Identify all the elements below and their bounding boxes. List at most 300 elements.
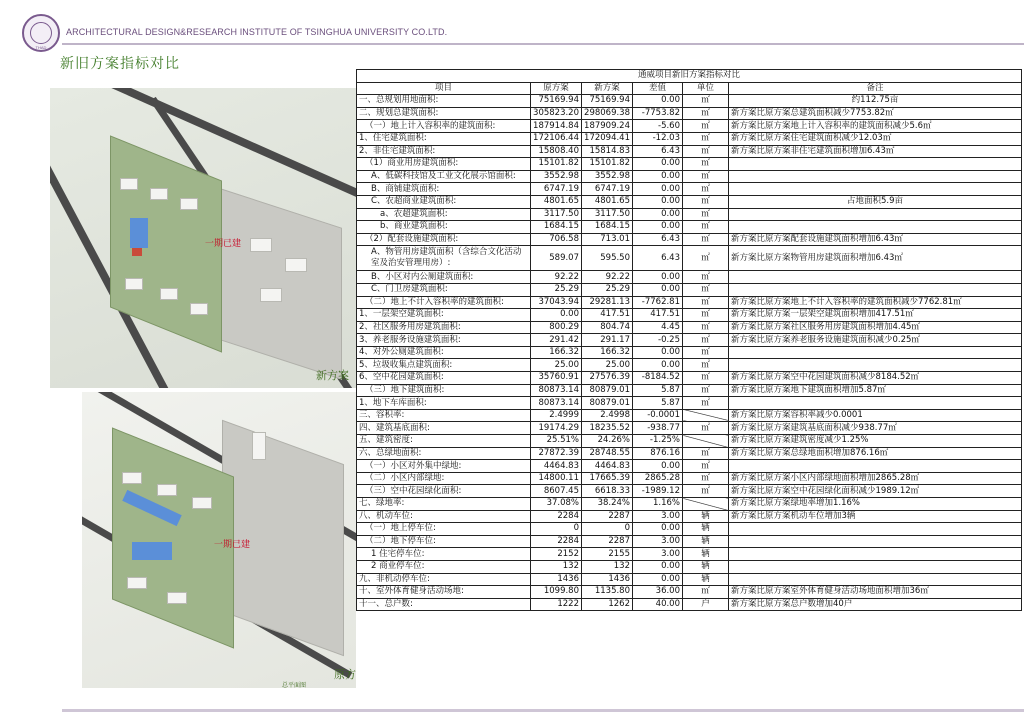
new-plan-label: 新方案 <box>316 369 349 382</box>
item-cell: 4、对外公厕建筑面积: <box>357 346 531 359</box>
new-plan-phase-label: 一期已建 <box>205 239 242 249</box>
original-value-cell: 2152 <box>531 548 582 561</box>
unit-cell <box>683 409 729 422</box>
difference-cell: 0.00 <box>633 523 683 536</box>
table-row <box>357 107 1022 120</box>
new-value-cell: 2.4998 <box>582 409 633 422</box>
page-title: 新旧方案指标对比 <box>60 56 180 72</box>
new-value-cell: 15814.83 <box>582 145 633 158</box>
difference-cell: -7762.81 <box>633 296 683 309</box>
difference-cell: -1.25% <box>633 435 683 448</box>
unit-cell: ㎡ <box>683 145 729 158</box>
item-cell: C、门卫房建筑面积: <box>357 283 531 296</box>
unit-cell: ㎡ <box>683 246 729 271</box>
difference-cell: 0.00 <box>633 346 683 359</box>
difference-cell: 0.00 <box>633 560 683 573</box>
unit-cell: ㎡ <box>683 183 729 196</box>
table-row <box>357 170 1022 183</box>
note-cell: 新方案比原方案总户数增加40户 <box>729 598 1022 611</box>
note-cell: 新方案比原方案地上不计入容积率的建筑面积减少7762.81㎡ <box>729 296 1022 309</box>
table-row <box>357 158 1022 171</box>
difference-cell: 6.43 <box>633 246 683 271</box>
unit-cell: 辆 <box>683 548 729 561</box>
difference-cell: 5.87 <box>633 397 683 410</box>
original-value-cell: 25.29 <box>531 283 582 296</box>
item-cell: 5、垃圾收集点建筑面积: <box>357 359 531 372</box>
new-value-cell: 80879.01 <box>582 397 633 410</box>
item-cell: 1、一层架空建筑面积: <box>357 309 531 322</box>
table-row <box>357 586 1022 599</box>
item-cell: 2、社区服务用房建筑面积: <box>357 321 531 334</box>
table-row <box>357 422 1022 435</box>
item-cell: 一、总规划用地面积: <box>357 95 531 108</box>
difference-cell: -1989.12 <box>633 485 683 498</box>
note-cell: 新方案比原方案非住宅建筑面积增加6.43㎡ <box>729 145 1022 158</box>
unit-cell: ㎡ <box>683 472 729 485</box>
note-cell <box>729 535 1022 548</box>
unit-cell: ㎡ <box>683 397 729 410</box>
table-row <box>357 460 1022 473</box>
note-cell: 新方案比原方案室外体育健身活动场地面积增加36㎡ <box>729 586 1022 599</box>
column-header: 单位 <box>683 82 729 95</box>
original-value-cell: 132 <box>531 560 582 573</box>
original-value-cell: 3552.98 <box>531 170 582 183</box>
difference-cell: 417.51 <box>633 309 683 322</box>
note-cell: 新方案比原方案养老服务设施建筑面积减少0.25㎡ <box>729 334 1022 347</box>
original-value-cell: 92.22 <box>531 271 582 284</box>
unit-cell: ㎡ <box>683 460 729 473</box>
difference-cell: 0.00 <box>633 359 683 372</box>
item-cell: （三）地下建筑面积: <box>357 384 531 397</box>
new-value-cell: 291.17 <box>582 334 633 347</box>
difference-cell: -938.77 <box>633 422 683 435</box>
original-value-cell: 291.42 <box>531 334 582 347</box>
difference-cell: 5.87 <box>633 384 683 397</box>
old-plan-phase-label: 一期已建 <box>214 540 251 550</box>
item-cell: 六、总绿地面积: <box>357 447 531 460</box>
original-value-cell: 37043.94 <box>531 296 582 309</box>
original-value-cell: 15101.82 <box>531 158 582 171</box>
item-cell: 十一、总户数: <box>357 598 531 611</box>
unit-cell: ㎡ <box>683 195 729 208</box>
note-cell: 新方案比原方案空中花园建筑面积减少8184.52㎡ <box>729 372 1022 385</box>
difference-cell: 0.00 <box>633 158 683 171</box>
original-value-cell: 589.07 <box>531 246 582 271</box>
table-row <box>357 283 1022 296</box>
item-cell: 四、建筑基底面积: <box>357 422 531 435</box>
table-row <box>357 498 1022 511</box>
item-cell: 6、空中花园建筑面积: <box>357 372 531 385</box>
table-header-row <box>357 82 1022 95</box>
table-row <box>357 598 1022 611</box>
original-value-cell: 0 <box>531 523 582 536</box>
item-cell: 3、养老服务设施建筑面积: <box>357 334 531 347</box>
unit-cell: ㎡ <box>683 158 729 171</box>
original-value-cell: 80873.14 <box>531 384 582 397</box>
difference-cell: 3.00 <box>633 510 683 523</box>
old-plan-label: 原方 <box>334 668 356 681</box>
table-row <box>357 447 1022 460</box>
new-value-cell: 28748.55 <box>582 447 633 460</box>
item-cell: 1 住宅停车位: <box>357 548 531 561</box>
difference-cell: 0.00 <box>633 195 683 208</box>
note-cell: 新方案比原方案一层架空建筑面积增加417.51㎡ <box>729 309 1022 322</box>
original-value-cell: 172106.44 <box>531 132 582 145</box>
table-row <box>357 132 1022 145</box>
difference-cell: 0.00 <box>633 183 683 196</box>
unit-cell: ㎡ <box>683 422 729 435</box>
new-value-cell: 132 <box>582 560 633 573</box>
item-cell: 八、机动车位: <box>357 510 531 523</box>
new-value-cell: 713.01 <box>582 233 633 246</box>
item-cell: 九、非机动停车位: <box>357 573 531 586</box>
new-value-cell: 80879.01 <box>582 384 633 397</box>
item-cell: 七、绿地率: <box>357 498 531 511</box>
note-cell: 约112.75亩 <box>729 95 1022 108</box>
new-value-cell: 4801.65 <box>582 195 633 208</box>
original-value-cell: 4801.65 <box>531 195 582 208</box>
item-cell: 2 商业停车位: <box>357 560 531 573</box>
new-value-cell: 4464.83 <box>582 460 633 473</box>
difference-cell: -12.03 <box>633 132 683 145</box>
note-cell <box>729 548 1022 561</box>
new-value-cell: 6747.19 <box>582 183 633 196</box>
item-cell: 1、地下车库面积: <box>357 397 531 410</box>
original-value-cell: 14800.11 <box>531 472 582 485</box>
difference-cell: 3.00 <box>633 548 683 561</box>
logo-text: THAD <box>35 45 47 50</box>
original-value-cell: 800.29 <box>531 321 582 334</box>
new-value-cell: 75169.94 <box>582 95 633 108</box>
note-cell: 新方案比原方案容积率减少0.0001 <box>729 409 1022 422</box>
difference-cell: -0.0001 <box>633 409 683 422</box>
original-value-cell: 37.08% <box>531 498 582 511</box>
note-cell <box>729 183 1022 196</box>
table-row <box>357 208 1022 221</box>
new-value-cell: 2155 <box>582 548 633 561</box>
note-cell: 占地面积5.9亩 <box>729 195 1022 208</box>
note-cell <box>729 359 1022 372</box>
difference-cell: 0.00 <box>633 95 683 108</box>
original-value-cell: 19174.29 <box>531 422 582 435</box>
table-row <box>357 246 1022 271</box>
table-row <box>357 510 1022 523</box>
table-row <box>357 372 1022 385</box>
item-cell: C、农超商业建筑面积: <box>357 195 531 208</box>
original-value-cell: 305823.20 <box>531 107 582 120</box>
note-cell: 新方案比原方案建筑密度减少1.25% <box>729 435 1022 448</box>
new-value-cell: 1436 <box>582 573 633 586</box>
difference-cell: 6.43 <box>633 145 683 158</box>
table-row <box>357 271 1022 284</box>
unit-cell: ㎡ <box>683 372 729 385</box>
note-cell: 新方案比原方案机动车位增加3辆 <box>729 510 1022 523</box>
table-caption: 通威项目新旧方案指标对比 <box>357 70 1022 83</box>
new-value-cell: 29281.13 <box>582 296 633 309</box>
original-value-cell: 706.58 <box>531 233 582 246</box>
original-value-cell: 187914.84 <box>531 120 582 133</box>
item-cell: 二、规划总建筑面积: <box>357 107 531 120</box>
new-value-cell: 1684.15 <box>582 221 633 234</box>
item-cell: 2、非住宅建筑面积: <box>357 145 531 158</box>
note-cell: 新方案比原方案总绿地面积增加876.16㎡ <box>729 447 1022 460</box>
new-value-cell: 166.32 <box>582 346 633 359</box>
difference-cell: -8184.52 <box>633 372 683 385</box>
item-cell: A、低碳科技馆及工业文化展示馆面积: <box>357 170 531 183</box>
item-cell: a、农超建筑面积: <box>357 208 531 221</box>
note-cell <box>729 560 1022 573</box>
difference-cell: -5.60 <box>633 120 683 133</box>
table-row <box>357 233 1022 246</box>
original-value-cell: 2284 <box>531 535 582 548</box>
original-value-cell: 1099.80 <box>531 586 582 599</box>
new-value-cell: 187909.24 <box>582 120 633 133</box>
unit-cell: ㎡ <box>683 309 729 322</box>
original-value-cell: 3117.50 <box>531 208 582 221</box>
item-cell: B、商铺建筑面积: <box>357 183 531 196</box>
unit-cell: ㎡ <box>683 208 729 221</box>
organization-name: ARCHITECTURAL DESIGN&RESEARCH INSTITUTE OF TSINGHUA UNIVERSITY CO.LTD. <box>66 27 448 37</box>
note-cell <box>729 283 1022 296</box>
difference-cell: -7753.82 <box>633 107 683 120</box>
footer-divider <box>62 709 1024 712</box>
item-cell: （二）地下停车位: <box>357 535 531 548</box>
unit-cell: 辆 <box>683 510 729 523</box>
difference-cell: 0.00 <box>633 271 683 284</box>
table-row <box>357 334 1022 347</box>
table-row <box>357 145 1022 158</box>
item-cell: 十、室外体育健身活动场地: <box>357 586 531 599</box>
unit-cell: ㎡ <box>683 271 729 284</box>
new-value-cell: 92.22 <box>582 271 633 284</box>
note-cell: 新方案比原方案空中花园绿化面积减少1989.12㎡ <box>729 485 1022 498</box>
unit-cell: 辆 <box>683 560 729 573</box>
unit-cell: ㎡ <box>683 233 729 246</box>
item-cell: （一）地上停车位: <box>357 523 531 536</box>
note-cell <box>729 158 1022 171</box>
new-value-cell: 38.24% <box>582 498 633 511</box>
item-cell: 五、建筑密度: <box>357 435 531 448</box>
difference-cell: 2865.28 <box>633 472 683 485</box>
note-cell: 新方案比原方案建筑基底面积减少938.77㎡ <box>729 422 1022 435</box>
new-value-cell: 18235.52 <box>582 422 633 435</box>
note-cell <box>729 221 1022 234</box>
original-value-cell: 80873.14 <box>531 397 582 410</box>
new-value-cell: 3552.98 <box>582 170 633 183</box>
table-row <box>357 321 1022 334</box>
difference-cell: 1.16% <box>633 498 683 511</box>
note-cell <box>729 573 1022 586</box>
original-value-cell: 35760.91 <box>531 372 582 385</box>
unit-cell: ㎡ <box>683 170 729 183</box>
original-value-cell: 15808.40 <box>531 145 582 158</box>
note-cell: 新方案比原方案物管用房建筑面积增加6.43㎡ <box>729 246 1022 271</box>
unit-cell <box>683 498 729 511</box>
new-value-cell: 17665.39 <box>582 472 633 485</box>
new-value-cell: 1135.80 <box>582 586 633 599</box>
new-value-cell: 804.74 <box>582 321 633 334</box>
original-value-cell: 2.4999 <box>531 409 582 422</box>
unit-cell: ㎡ <box>683 334 729 347</box>
item-cell: b、商业建筑面积: <box>357 221 531 234</box>
original-value-cell: 1222 <box>531 598 582 611</box>
unit-cell: 户 <box>683 598 729 611</box>
unit-cell: ㎡ <box>683 283 729 296</box>
unit-cell: ㎡ <box>683 586 729 599</box>
table-row <box>357 397 1022 410</box>
unit-cell: 辆 <box>683 523 729 536</box>
difference-cell: 40.00 <box>633 598 683 611</box>
note-cell: 新方案比原方案总建筑面积减少7753.82㎡ <box>729 107 1022 120</box>
table-row <box>357 296 1022 309</box>
new-value-cell: 0 <box>582 523 633 536</box>
difference-cell: 0.00 <box>633 170 683 183</box>
new-value-cell: 24.26% <box>582 435 633 448</box>
item-cell: 1、住宅建筑面积: <box>357 132 531 145</box>
note-cell: 新方案比原方案配套设施建筑面积增加6.43㎡ <box>729 233 1022 246</box>
difference-cell: 6.43 <box>633 233 683 246</box>
new-value-cell: 3117.50 <box>582 208 633 221</box>
item-cell: （二）地上不计入容积率的建筑面积: <box>357 296 531 309</box>
table-row <box>357 359 1022 372</box>
table-row <box>357 346 1022 359</box>
unit-cell: ㎡ <box>683 95 729 108</box>
header <box>0 0 1024 48</box>
table-row <box>357 384 1022 397</box>
unit-cell: ㎡ <box>683 321 729 334</box>
note-cell: 新方案比原方案地上计入容积率的建筑面积减少5.6㎡ <box>729 120 1022 133</box>
column-header: 差值 <box>633 82 683 95</box>
item-cell: B、小区对内公厕建筑面积: <box>357 271 531 284</box>
old-plan-site-image <box>82 392 356 688</box>
table-row <box>357 120 1022 133</box>
column-header: 备注 <box>729 82 1022 95</box>
difference-cell: 3.00 <box>633 535 683 548</box>
difference-cell: 36.00 <box>633 586 683 599</box>
note-cell <box>729 460 1022 473</box>
new-value-cell: 2287 <box>582 510 633 523</box>
new-value-cell: 1262 <box>582 598 633 611</box>
unit-cell: ㎡ <box>683 107 729 120</box>
difference-cell: 0.00 <box>633 460 683 473</box>
table-row <box>357 183 1022 196</box>
new-value-cell: 172094.41 <box>582 132 633 145</box>
table-row <box>357 535 1022 548</box>
unit-cell <box>683 435 729 448</box>
table-row <box>357 573 1022 586</box>
unit-cell: ㎡ <box>683 221 729 234</box>
table-caption-row <box>357 70 1022 83</box>
table-row <box>357 485 1022 498</box>
difference-cell: 876.16 <box>633 447 683 460</box>
original-value-cell: 0.00 <box>531 309 582 322</box>
column-header: 项目 <box>357 82 531 95</box>
new-value-cell: 25.00 <box>582 359 633 372</box>
difference-cell: 0.00 <box>633 208 683 221</box>
unit-cell: ㎡ <box>683 359 729 372</box>
new-value-cell: 298069.38 <box>582 107 633 120</box>
unit-cell: ㎡ <box>683 485 729 498</box>
unit-cell: ㎡ <box>683 132 729 145</box>
original-value-cell: 4464.83 <box>531 460 582 473</box>
table-row <box>357 409 1022 422</box>
difference-cell: 0.00 <box>633 573 683 586</box>
item-cell: （三）空中花园绿化面积: <box>357 485 531 498</box>
unit-cell: ㎡ <box>683 384 729 397</box>
note-cell <box>729 208 1022 221</box>
original-value-cell: 2284 <box>531 510 582 523</box>
note-cell: 新方案比原方案小区内部绿地面积增加2865.28㎡ <box>729 472 1022 485</box>
new-value-cell: 25.29 <box>582 283 633 296</box>
new-value-cell: 6618.33 <box>582 485 633 498</box>
unit-cell: 辆 <box>683 535 729 548</box>
difference-cell: 0.00 <box>633 221 683 234</box>
note-cell <box>729 397 1022 410</box>
unit-cell: ㎡ <box>683 296 729 309</box>
note-cell: 新方案比原方案地下建筑面积增加5.87㎡ <box>729 384 1022 397</box>
logo-ring <box>30 22 52 44</box>
original-value-cell: 25.51% <box>531 435 582 448</box>
difference-cell: 4.45 <box>633 321 683 334</box>
note-cell: 新方案比原方案住宅建筑面积减少12.03㎡ <box>729 132 1022 145</box>
item-cell: （二）小区内部绿地: <box>357 472 531 485</box>
table-row <box>357 95 1022 108</box>
table-row <box>357 309 1022 322</box>
column-header: 新方案 <box>582 82 633 95</box>
note-cell <box>729 523 1022 536</box>
item-cell: （一）小区对外集中绿地: <box>357 460 531 473</box>
original-value-cell: 1436 <box>531 573 582 586</box>
table-row <box>357 195 1022 208</box>
table-row <box>357 472 1022 485</box>
item-cell: （2）配套设施建筑面积: <box>357 233 531 246</box>
difference-cell: -0.25 <box>633 334 683 347</box>
new-value-cell: 595.50 <box>582 246 633 271</box>
institute-logo <box>22 14 60 52</box>
original-value-cell: 27872.39 <box>531 447 582 460</box>
item-cell: 三、容积率: <box>357 409 531 422</box>
unit-cell: ㎡ <box>683 346 729 359</box>
item-cell: A、物管用房建筑面积（含综合文化活动室及治安管理用房）: <box>357 246 531 271</box>
new-value-cell: 27576.39 <box>582 372 633 385</box>
new-value-cell: 417.51 <box>582 309 633 322</box>
item-cell: （一）地上计入容积率的建筑面积: <box>357 120 531 133</box>
table-row <box>357 560 1022 573</box>
table-row <box>357 548 1022 561</box>
unit-cell: 辆 <box>683 573 729 586</box>
original-value-cell: 6747.19 <box>531 183 582 196</box>
comparison-table <box>356 69 1022 611</box>
column-header: 原方案 <box>531 82 582 95</box>
new-value-cell: 15101.82 <box>582 158 633 171</box>
original-value-cell: 25.00 <box>531 359 582 372</box>
table-row <box>357 435 1022 448</box>
item-cell: （1）商业用房建筑面积: <box>357 158 531 171</box>
new-value-cell: 2287 <box>582 535 633 548</box>
note-cell: 新方案比原方案社区服务用房建筑面积增加4.45㎡ <box>729 321 1022 334</box>
difference-cell: 0.00 <box>633 283 683 296</box>
note-cell <box>729 170 1022 183</box>
original-value-cell: 8607.45 <box>531 485 582 498</box>
table-row <box>357 221 1022 234</box>
header-divider <box>62 43 1024 45</box>
site-plan-caption: 总平面图 <box>282 682 307 688</box>
original-value-cell: 75169.94 <box>531 95 582 108</box>
original-value-cell: 1684.15 <box>531 221 582 234</box>
note-cell: 新方案比原方案绿地率增加1.16% <box>729 498 1022 511</box>
note-cell <box>729 346 1022 359</box>
original-value-cell: 166.32 <box>531 346 582 359</box>
